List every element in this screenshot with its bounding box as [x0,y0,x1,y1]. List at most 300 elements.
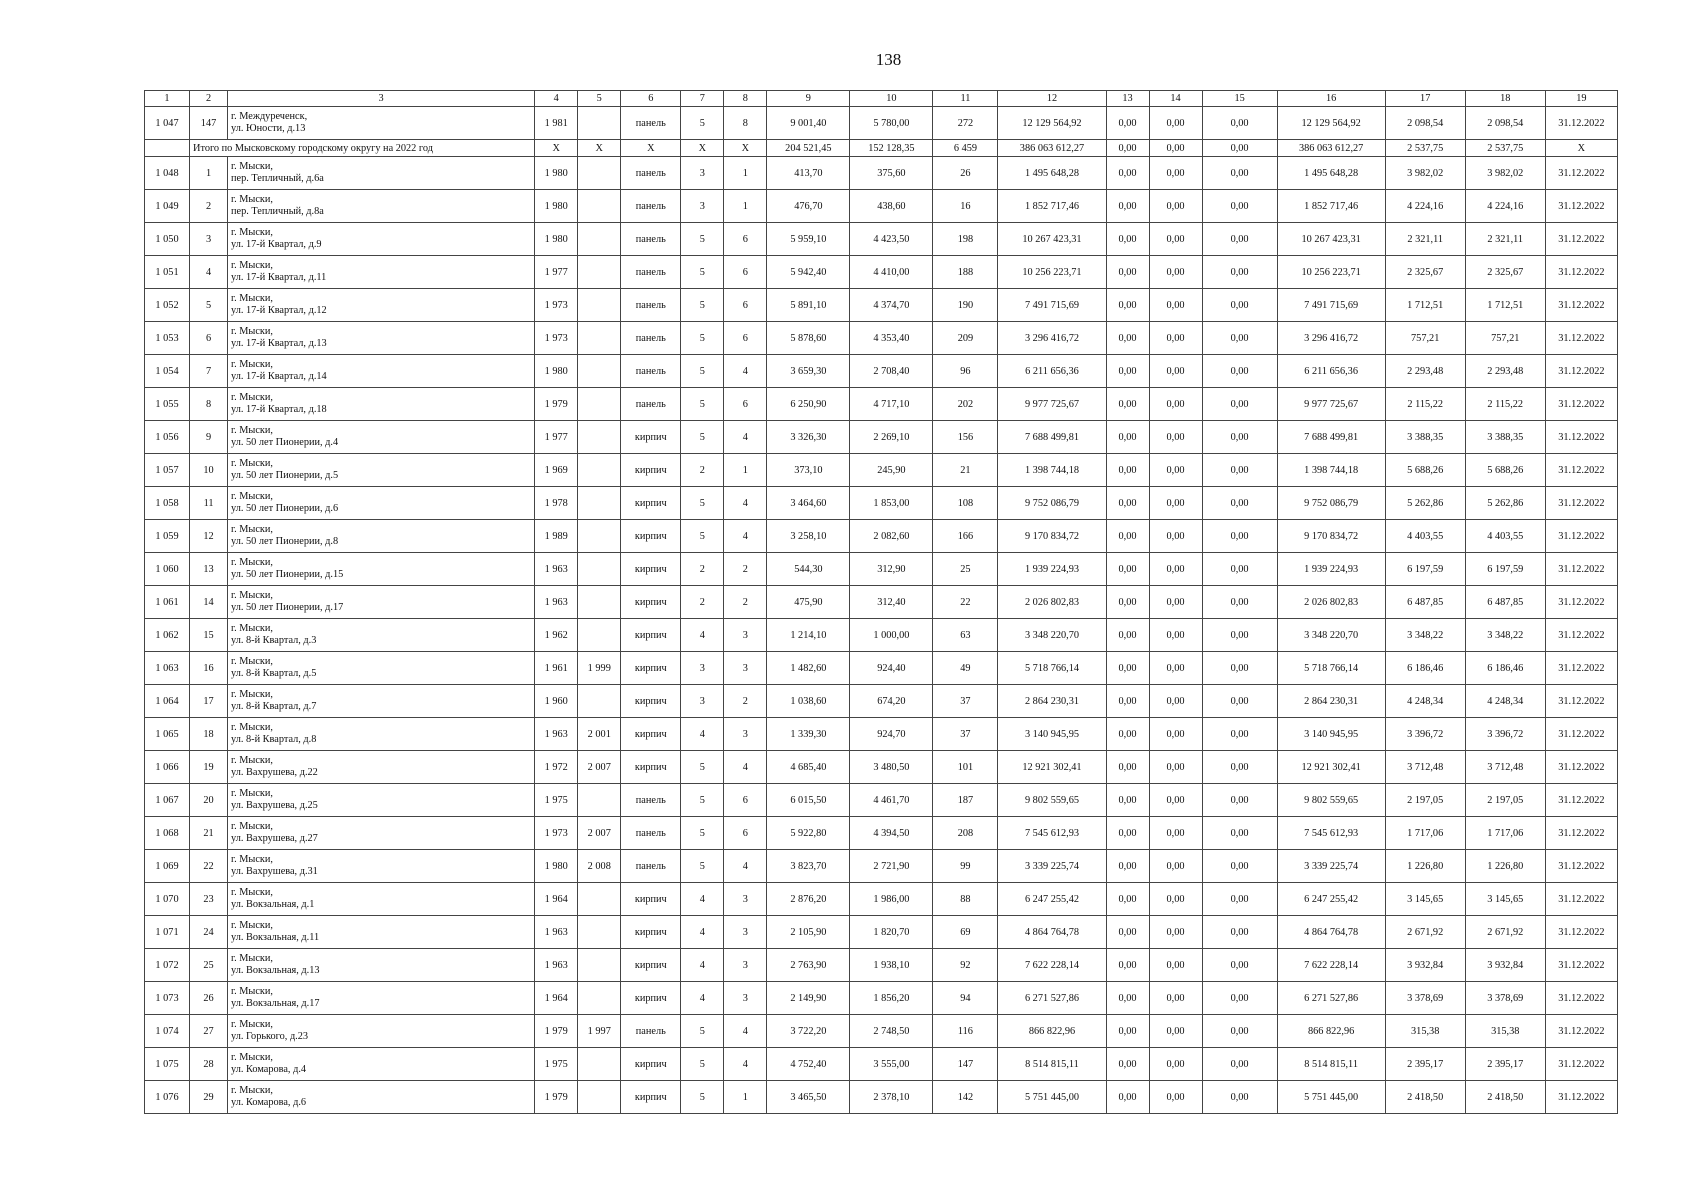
build-year: 1 980 [535,190,578,223]
column-number: 12 [998,91,1106,107]
address-street: ул. 50 лет Пионерии, д.6 [231,503,339,514]
floors-count: 4 [681,883,724,916]
deadline-date: 31.12.2022 [1545,916,1617,949]
address-street: пер. Тепличный, д.6а [231,173,324,184]
column-number: 9 [767,91,850,107]
value-cell: 9 802 559,65 [1277,784,1385,817]
local-number: 5 [190,289,228,322]
local-number: 6 [190,322,228,355]
build-year: 1 973 [535,289,578,322]
value-cell: 12 129 564,92 [1277,107,1385,140]
local-number: 21 [190,817,228,850]
value-cell: 0,00 [1149,421,1202,454]
value-cell: 0,00 [1202,586,1277,619]
value-cell: 0,00 [1149,107,1202,140]
row-number: 1 075 [145,1048,190,1081]
local-number: 15 [190,619,228,652]
value-cell: 0,00 [1202,421,1277,454]
deadline-date: 31.12.2022 [1545,1081,1617,1114]
floors-count: 5 [681,487,724,520]
value-cell: 0,00 [1106,850,1149,883]
floors-count: 5 [681,1015,724,1048]
table-row [145,916,1618,949]
value-cell: 0,00 [1202,652,1277,685]
local-number: 28 [190,1048,228,1081]
build-year: 1 975 [535,1048,578,1081]
address-city: г. Мыски, [231,1019,273,1030]
build-year: 1 980 [535,355,578,388]
total-area-total: 204 521,45 [767,140,850,157]
value-cell: 2 321,11 [1465,223,1545,256]
build-year: 1 978 [535,487,578,520]
value-cell: 2 197,05 [1465,784,1545,817]
value-cell: 0,00 [1202,157,1277,190]
deadline-date: 31.12.2022 [1545,1015,1617,1048]
row-number: 1 072 [145,949,190,982]
reconstruction-year [578,421,621,454]
table-row [145,850,1618,883]
column-number: 18 [1465,91,1545,107]
value-cell: 0,00 [1106,454,1149,487]
total-area: 6 015,50 [767,784,850,817]
address-cell [228,916,535,949]
value-cell: 0,00 [1106,190,1149,223]
value-cell: 0,00 [1106,586,1149,619]
value-cell: 866 822,96 [1277,1015,1385,1048]
address-cell [228,883,535,916]
address-city: г. Мыски, [231,1085,273,1096]
build-year: 1 962 [535,619,578,652]
address-city: г. Мыски, [231,458,273,469]
value-cell: 9 170 834,72 [1277,520,1385,553]
build-year: 1 963 [535,553,578,586]
address-city: г. Мыски, [231,821,273,832]
row-number: 1 058 [145,487,190,520]
entrances-count: 6 [724,256,767,289]
floors-count: 2 [681,553,724,586]
build-year: 1 963 [535,916,578,949]
address-city: г. Мыски, [231,524,273,535]
entrances-count: 3 [724,883,767,916]
reconstruction-year [578,256,621,289]
address-city: г. Мыски, [231,161,273,172]
residents-count: 63 [933,619,998,652]
reconstruction-year [578,487,621,520]
floors-count: 5 [681,1081,724,1114]
deadline-date: 31.12.2022 [1545,107,1617,140]
table-row [145,157,1618,190]
build-year: 1 981 [535,107,578,140]
total-area: 9 001,40 [767,107,850,140]
value-cell: 0,00 [1106,289,1149,322]
value-cell: 0,00 [1149,454,1202,487]
value-cell: 0,00 [1202,850,1277,883]
wall-material: кирпич [621,619,681,652]
value-cell: 0,00 [1106,685,1149,718]
address-cell [228,157,535,190]
value-cell: 0,00 [1202,883,1277,916]
value-cell: 3 296 416,72 [1277,322,1385,355]
floors-count: 5 [681,817,724,850]
column-number-row [145,91,1618,107]
table-row [145,751,1618,784]
value-cell: 0,00 [1202,1048,1277,1081]
repair-cost: 6 247 255,42 [998,883,1106,916]
address-cell [228,190,535,223]
wall-material: панель [621,1015,681,1048]
total-area: 3 326,30 [767,421,850,454]
total-area: 1 482,60 [767,652,850,685]
value-cell: 0,00 [1202,190,1277,223]
total-area: 5 891,10 [767,289,850,322]
value-cell: 5 688,26 [1385,454,1465,487]
local-number: 9 [190,421,228,454]
row-number: 1 051 [145,256,190,289]
value-cell: 3 388,35 [1465,421,1545,454]
living-area: 4 353,40 [850,322,933,355]
value-cell: 757,21 [1465,322,1545,355]
repair-cost: 3 348 220,70 [998,619,1106,652]
row-number: 1 074 [145,1015,190,1048]
table-row [145,586,1618,619]
value-cell: 6 186,46 [1465,652,1545,685]
deadline-date: 31.12.2022 [1545,256,1617,289]
entrances-count: 4 [724,520,767,553]
housing-register-table [144,90,1618,1114]
value-cell: 3 378,69 [1465,982,1545,1015]
value-cell: 0,00 [1202,751,1277,784]
address-city: г. Мыски, [231,854,273,865]
local-number: 10 [190,454,228,487]
value-cell: 0,00 [1106,619,1149,652]
wall-material: панель [621,190,681,223]
value-cell: 0,00 [1106,421,1149,454]
address-street: пер. Тепличный, д.8а [231,206,324,217]
address-cell [228,1081,535,1114]
table-row [145,107,1618,140]
value-cell: 3 348,22 [1385,619,1465,652]
value-cell: 0,00 [1149,586,1202,619]
value-cell: 0,00 [1202,487,1277,520]
value-cell: 0,00 [1202,619,1277,652]
table-row [145,949,1618,982]
living-area: 2 269,10 [850,421,933,454]
address-city: г. Мыски, [231,722,273,733]
total-area: 3 823,70 [767,850,850,883]
value-cell: 0,00 [1106,1081,1149,1114]
local-number: 14 [190,586,228,619]
build-year: 1 977 [535,256,578,289]
address-cell [228,520,535,553]
address-city: г. Мыски, [231,920,273,931]
entrances-count: 3 [724,718,767,751]
reconstruction-year [578,1048,621,1081]
total-area: 5 942,40 [767,256,850,289]
address-cell [228,751,535,784]
total-row [145,140,1618,157]
value-cell: 6 271 527,86 [1277,982,1385,1015]
address-city: г. Мыски, [231,359,273,370]
value-cell: 0,00 [1149,322,1202,355]
address-city: г. Междуреченск, [231,111,308,122]
total-cell: 2 537,75 [1385,140,1465,157]
build-year: 1 960 [535,685,578,718]
row-number: 1 066 [145,751,190,784]
address-street: ул. Вокзальная, д.13 [231,965,320,976]
deadline-date: 31.12.2022 [1545,784,1617,817]
wall-material: панель [621,157,681,190]
total-area: 3 258,10 [767,520,850,553]
wall-material: кирпич [621,916,681,949]
entrances-count: 6 [724,223,767,256]
reconstruction-year [578,190,621,223]
floors-count: 5 [681,223,724,256]
total-cell: 386 063 612,27 [1277,140,1385,157]
table-row [145,355,1618,388]
total-area: 2 149,90 [767,982,850,1015]
value-cell: 2 098,54 [1465,107,1545,140]
deadline-date: 31.12.2022 [1545,223,1617,256]
repair-cost: 6 271 527,86 [998,982,1106,1015]
floors-count: 5 [681,751,724,784]
floors-count: 5 [681,256,724,289]
floors-count: 2 [681,586,724,619]
total-area: 3 722,20 [767,1015,850,1048]
value-cell: 5 751 445,00 [1277,1081,1385,1114]
value-cell: 0,00 [1106,883,1149,916]
floors-count: 3 [681,157,724,190]
reconstruction-year [578,685,621,718]
residents-count: 16 [933,190,998,223]
wall-material: кирпич [621,652,681,685]
local-number: 11 [190,487,228,520]
total-cell: X [535,140,578,157]
table-row [145,1048,1618,1081]
residents-count: 99 [933,850,998,883]
repair-cost: 1 495 648,28 [998,157,1106,190]
local-number: 13 [190,553,228,586]
entrances-count: 4 [724,487,767,520]
value-cell: 3 982,02 [1465,157,1545,190]
row-number: 1 062 [145,619,190,652]
value-cell: 6 197,59 [1465,553,1545,586]
value-cell: 1 717,06 [1385,817,1465,850]
value-cell: 5 688,26 [1465,454,1545,487]
row-number: 1 056 [145,421,190,454]
deadline-date: 31.12.2022 [1545,883,1617,916]
page-number: 138 [875,50,902,69]
deadline-date: 31.12.2022 [1545,685,1617,718]
table-row [145,487,1618,520]
value-cell: 6 186,46 [1385,652,1465,685]
residents-count: 116 [933,1015,998,1048]
residents-count: 198 [933,223,998,256]
address-city: г. Мыски, [231,425,273,436]
row-number: 1 067 [145,784,190,817]
floors-count: 4 [681,949,724,982]
residents-count: 166 [933,520,998,553]
address-street: ул. 50 лет Пионерии, д.8 [231,536,339,547]
living-area: 3 480,50 [850,751,933,784]
value-cell: 10 267 423,31 [1277,223,1385,256]
entrances-count: 1 [724,454,767,487]
value-cell: 0,00 [1106,1015,1149,1048]
address-city: г. Мыски, [231,293,273,304]
build-year: 1 979 [535,1081,578,1114]
value-cell: 2 864 230,31 [1277,685,1385,718]
repair-cost: 7 622 228,14 [998,949,1106,982]
repair-cost: 10 267 423,31 [998,223,1106,256]
column-number: 6 [621,91,681,107]
reconstruction-year [578,157,621,190]
address-street: ул. 8-й Квартал, д.3 [231,635,317,646]
floors-count: 5 [681,850,724,883]
table-row [145,553,1618,586]
living-area: 4 410,00 [850,256,933,289]
residents-count: 92 [933,949,998,982]
local-number: 20 [190,784,228,817]
value-cell: 6 487,85 [1465,586,1545,619]
row-number: 1 063 [145,652,190,685]
total-area: 3 659,30 [767,355,850,388]
living-area: 4 423,50 [850,223,933,256]
reconstruction-year [578,586,621,619]
value-cell: 1 226,80 [1385,850,1465,883]
address-street: ул. Вокзальная, д.1 [231,899,315,910]
total-area-living: 152 128,35 [850,140,933,157]
reconstruction-year [578,289,621,322]
build-year: 1 977 [535,421,578,454]
value-cell: 0,00 [1202,256,1277,289]
address-city: г. Мыски, [231,227,273,238]
row-number: 1 068 [145,817,190,850]
address-street: ул. 50 лет Пионерии, д.17 [231,602,344,613]
residents-count: 156 [933,421,998,454]
reconstruction-year: 2 008 [578,850,621,883]
local-number: 22 [190,850,228,883]
value-cell: 0,00 [1106,256,1149,289]
residents-count: 88 [933,883,998,916]
value-cell: 10 256 223,71 [1277,256,1385,289]
living-area: 1 856,20 [850,982,933,1015]
value-cell: 0,00 [1202,817,1277,850]
residents-count: 190 [933,289,998,322]
address-cell [228,256,535,289]
local-number: 25 [190,949,228,982]
address-cell [228,421,535,454]
address-street: ул. 17-й Квартал, д.12 [231,305,327,316]
address-street: ул. 50 лет Пионерии, д.5 [231,470,339,481]
wall-material: панель [621,223,681,256]
living-area: 375,60 [850,157,933,190]
value-cell: 0,00 [1106,652,1149,685]
column-number: 7 [681,91,724,107]
value-cell: 5 262,86 [1385,487,1465,520]
value-cell: 0,00 [1106,223,1149,256]
build-year: 1 989 [535,520,578,553]
table-row [145,718,1618,751]
address-cell [228,850,535,883]
value-cell: 6 197,59 [1385,553,1465,586]
table-row [145,1081,1618,1114]
floors-count: 4 [681,982,724,1015]
repair-cost: 10 256 223,71 [998,256,1106,289]
value-cell: 4 224,16 [1385,190,1465,223]
address-cell [228,652,535,685]
value-cell: 0,00 [1106,322,1149,355]
value-cell: 0,00 [1149,223,1202,256]
deadline-date: 31.12.2022 [1545,982,1617,1015]
local-number: 4 [190,256,228,289]
build-year: 1 980 [535,850,578,883]
local-number: 26 [190,982,228,1015]
wall-material: панель [621,322,681,355]
value-cell: 0,00 [1106,107,1149,140]
value-cell: 1 717,06 [1465,817,1545,850]
deadline-date: 31.12.2022 [1545,289,1617,322]
address-cell [228,487,535,520]
address-street: ул. 8-й Квартал, д.7 [231,701,317,712]
living-area: 674,20 [850,685,933,718]
repair-cost: 3 140 945,95 [998,718,1106,751]
address-city: г. Мыски, [231,689,273,700]
entrances-count: 4 [724,751,767,784]
value-cell: 2 098,54 [1385,107,1465,140]
floors-count: 2 [681,454,724,487]
table-row [145,421,1618,454]
row-number: 1 057 [145,454,190,487]
address-street: ул. Горького, д.23 [231,1031,309,1042]
address-city: г. Мыски, [231,986,273,997]
deadline-date: 31.12.2022 [1545,850,1617,883]
wall-material: кирпич [621,1081,681,1114]
deadline-date: 31.12.2022 [1545,619,1617,652]
value-cell: 0,00 [1149,883,1202,916]
local-number: 18 [190,718,228,751]
value-cell: 3 140 945,95 [1277,718,1385,751]
reconstruction-year [578,619,621,652]
deadline-date: 31.12.2022 [1545,1048,1617,1081]
build-year: 1 972 [535,751,578,784]
value-cell: 1 852 717,46 [1277,190,1385,223]
residents-count: 209 [933,322,998,355]
value-cell: 0,00 [1106,982,1149,1015]
value-cell: 9 752 086,79 [1277,487,1385,520]
floors-count: 5 [681,784,724,817]
deadline-date: 31.12.2022 [1545,553,1617,586]
residents-count: 94 [933,982,998,1015]
table-row [145,883,1618,916]
reconstruction-year: 2 001 [578,718,621,751]
address-street: ул. 8-й Квартал, д.5 [231,668,317,679]
entrances-count: 2 [724,685,767,718]
living-area: 4 374,70 [850,289,933,322]
entrances-count: 8 [724,107,767,140]
total-area: 5 878,60 [767,322,850,355]
value-cell: 0,00 [1149,619,1202,652]
deadline-date: 31.12.2022 [1545,586,1617,619]
local-number: 29 [190,1081,228,1114]
entrances-count: 6 [724,289,767,322]
value-cell: 0,00 [1149,157,1202,190]
value-cell: 0,00 [1202,223,1277,256]
value-cell: 0,00 [1202,388,1277,421]
address-city: г. Мыски, [231,656,273,667]
build-year: 1 969 [535,454,578,487]
table-row [145,454,1618,487]
value-cell: 0,00 [1149,949,1202,982]
reconstruction-year [578,388,621,421]
